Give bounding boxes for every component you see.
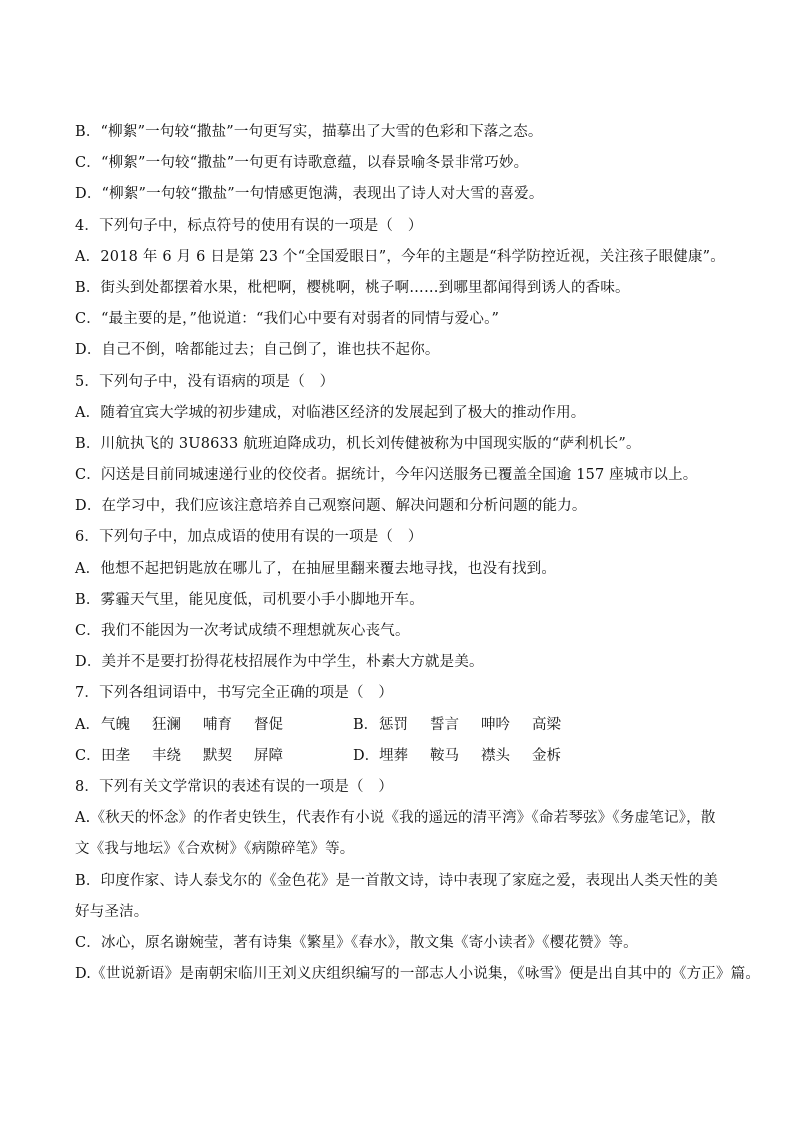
- option-letter: B．: [353, 716, 379, 733]
- q3-option-c: C．“柳絮”一句较“撒盐”一句更有诗歌意蕴，以春景喻冬景非常巧妙。: [75, 155, 529, 172]
- option-word: 哺育: [203, 716, 232, 733]
- option-word: 督促: [254, 716, 283, 733]
- q8-option-d: D.《世说新语》是南朝宋临川王刘义庆组织编写的一部志人小说集，《咏雪》便是出自其中的《方正》篇。: [75, 966, 761, 983]
- q5-option-d: D．在学习中，我们应该注意培养自己观察问题、解决问题和分析问题的能力。: [75, 498, 587, 515]
- option-word: 埋葬: [379, 747, 408, 764]
- option-word: 狂澜: [152, 716, 181, 733]
- q5-option-b: B．川航执飞的 3U8633 航班迫降成功，机长刘传健被称为中国现实版的“萨利机长”。: [75, 435, 641, 452]
- q5-stem: 5．下列句子中，没有语病的项是（ ）: [75, 373, 335, 390]
- q6-option-a: A．他想不起把钥匙放在哪儿了，在抽屉里翻来覆去地寻找，也没有找到。: [75, 560, 557, 577]
- q7-option-d: [353, 741, 631, 772]
- option-word: 默契: [203, 747, 232, 764]
- q3-option-d: D．“柳絮”一句较“撒盐”一句情感更饱满，表现出了诗人对大雪的喜爱。: [75, 186, 544, 203]
- q4-option-a: A．2018 年 6 月 6 日是第 23 个“全国爱眼日”，今年的主题是“科学防控近视，关注孩子眼健康”。: [75, 248, 725, 265]
- q8-option-b: B．印度作家、诗人泰戈尔的《金色花》是一首散文诗，诗中表现了家庭之爱，表现出人类天性的美好与圣洁。: [75, 872, 718, 920]
- q7-option-a: [75, 710, 353, 741]
- q6-stem: 6．下列句子中，加点成语的使用有误的一项是（ ）: [75, 529, 423, 546]
- q6-option-c: C．我们不能因为一次考试成绩不理想就灰心丧气。: [75, 623, 410, 639]
- option-letter: D．: [353, 747, 380, 764]
- option-word: 高梁: [532, 716, 561, 733]
- q4-option-b: B．街头到处都摆着水果，枇杷啊，樱桃啊，桃子啊……到哪里都闻得到诱人的香味。: [75, 279, 630, 296]
- q7-option-b: [353, 710, 631, 741]
- option-word: 呻吟: [481, 716, 510, 733]
- option-word: 鞍马: [430, 747, 459, 764]
- q4-option-d: D．自己不倒，啥都能过去；自己倒了，谁也扶不起你。: [75, 342, 440, 359]
- q7-options-row-1: [75, 710, 725, 741]
- option-word: 田垄: [101, 747, 130, 764]
- option-word: 丰绕: [152, 747, 181, 764]
- option-letter: A．: [75, 716, 100, 733]
- q8-option-a: A.《秋天的怀念》的作者史铁生，代表作有小说《我的遥远的清平湾》《命若琴弦》《务虚笔记》，散文《我与地坛》《合欢树》《病隙碎笔》等。: [75, 810, 716, 858]
- option-word: 金柝: [532, 747, 561, 764]
- q7-options-row-2: [75, 741, 725, 772]
- q4-option-c: C．“最主要的是，”他说道：“我们心中要有对弱者的同情与爱心。”: [75, 311, 500, 328]
- q8-stem: 8．下列有关文学常识的表述有误的一项是（ ）: [75, 778, 394, 795]
- option-word: 气魄: [101, 716, 130, 733]
- q5-option-a: A．随着宜宾大学城的初步建成，对临港区经济的发展起到了极大的推动作用。: [75, 404, 586, 421]
- question-content: [75, 117, 761, 990]
- q7-stem: 7．下列各组词语中，书写完全正确的项是（ ）: [75, 685, 394, 702]
- option-word: 惩罚: [379, 716, 408, 733]
- q6-option-d: D．美并不是要打扮得花枝招展作为中学生，朴素大方就是美。: [75, 654, 484, 671]
- q7-option-c: [75, 741, 353, 772]
- q4-stem: 4．下列句子中，标点符号的使用有误的一项是（ ）: [75, 217, 423, 234]
- q6-option-b: B．雾霾天气里，能见度低，司机要小手小脚地开车。: [75, 591, 424, 608]
- option-word: 襟头: [481, 747, 510, 764]
- option-word: 誓言: [430, 716, 459, 733]
- q3-option-b: B．“柳絮”一句较“撒盐”一句更写实，描摹出了大雪的色彩和下落之态。: [75, 124, 543, 140]
- option-letter: C．: [75, 747, 101, 764]
- option-word: 屏障: [254, 747, 283, 764]
- q8-option-c: C．冰心，原名谢婉莹，著有诗集《繁星》《春水》，散文集《寄小读者》《樱花赞》等。: [75, 934, 638, 951]
- q5-option-c: C．闪送是目前同城速递行业的佼佼者。据统计，今年闪送服务已覆盖全国逾 157 座城市以上。: [75, 467, 698, 484]
